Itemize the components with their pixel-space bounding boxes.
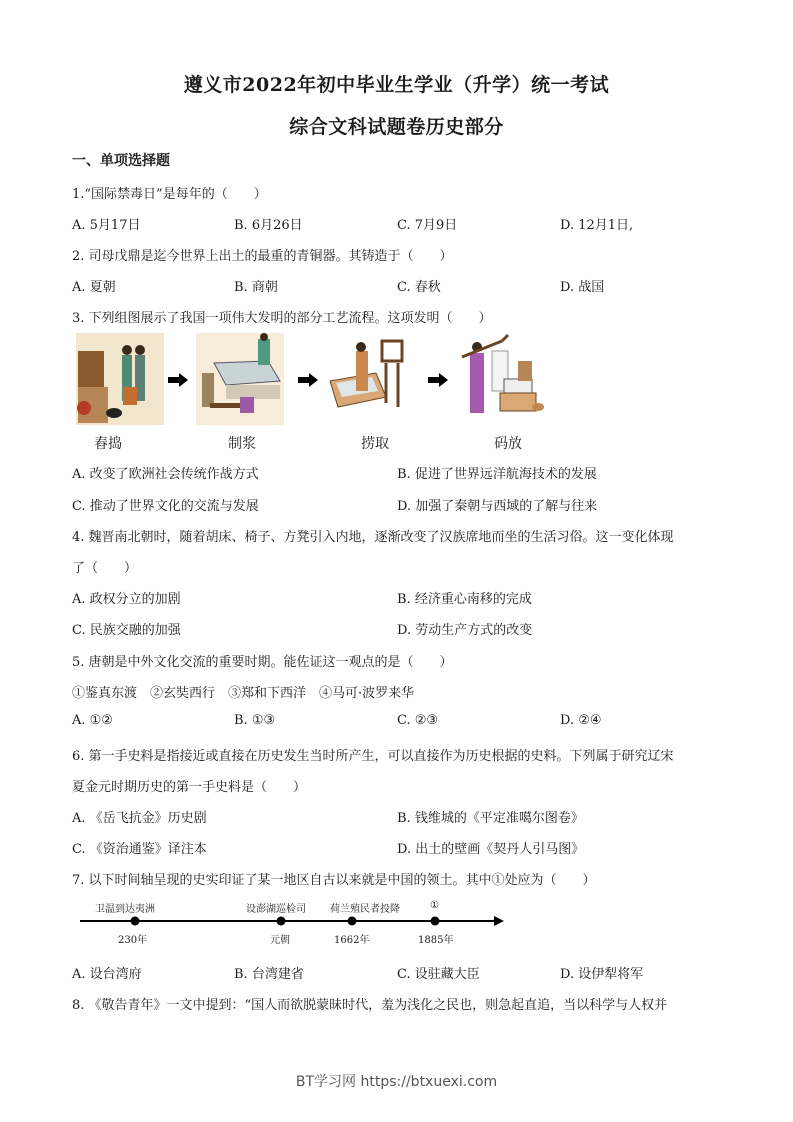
option-b: B. 6月26日 [234, 218, 303, 233]
papermaking-process-figure [72, 333, 572, 453]
question-3-stem: 3. 下列组图展示了我国一项伟大发明的部分工艺流程。这项发明（ ） [72, 311, 492, 326]
option-a: A. 5月17日 [72, 218, 141, 233]
option-c: C. 《资治通鉴》译注本 [72, 842, 207, 857]
option-c: C. 春秋 [397, 280, 441, 295]
option-c: C. 民族交融的加强 [72, 623, 181, 638]
option-b: B. 经济重心南移的完成 [397, 592, 532, 607]
caption-stacking: 码放 [494, 436, 522, 452]
arrow-right-icon [428, 373, 448, 387]
arrow-right-icon [168, 373, 188, 387]
question-1-options [72, 214, 732, 232]
option-d: D. 设伊犁将军 [560, 967, 644, 982]
timeline-event-2: 设澎湖巡检司 [246, 904, 306, 915]
question-6-options [72, 807, 732, 825]
option-c: C. 设驻藏大臣 [397, 967, 480, 982]
option-a: A. ①② [72, 713, 113, 728]
question-7-options [72, 963, 732, 981]
question-2-options [72, 276, 732, 294]
pulp-making-illustration [196, 333, 284, 425]
question-4-stem-cont: 了（ ） [72, 561, 138, 576]
question-6-options-row2 [72, 838, 732, 856]
exam-subtitle: 综合文科试题卷历史部分 [289, 116, 504, 138]
option-b: B. 促进了世界远洋航海技术的发展 [397, 467, 597, 482]
option-b: B. ①③ [234, 713, 276, 728]
option-c: C. ②③ [397, 713, 439, 728]
timeline-date-2: 元朝 [270, 935, 290, 946]
timeline-axis [78, 914, 508, 928]
question-6-stem-cont: 夏金元时期历史的第一手史料是（ ） [72, 780, 307, 795]
timeline-date-4: 1885年 [418, 935, 454, 946]
caption-scooping: 捞取 [361, 436, 389, 452]
option-d: D. 劳动生产方式的改变 [397, 623, 533, 638]
question-2-stem: 2. 司母戊鼎是迄今世界上出土的最重的青铜器。其铸造于（ ） [72, 249, 453, 264]
option-b: B. 钱维城的《平定准噶尔图卷》 [397, 811, 584, 826]
question-3-options-row2 [72, 495, 732, 513]
timeline-event-3: 荷兰殖民者投降 [330, 904, 400, 915]
option-d: D. 战国 [560, 280, 605, 295]
question-5-options [72, 713, 732, 731]
history-timeline [78, 898, 508, 948]
option-d: D. 12月1日, [560, 218, 634, 233]
scooping-illustration [326, 333, 414, 425]
option-b: B. 台湾建省 [234, 967, 304, 982]
question-3-options [72, 463, 732, 481]
stacking-illustration [456, 333, 544, 425]
question-8-stem: 8. 《敬告青年》一文中提到：“国人而欲脱蒙昧时代，羞为浅化之民也，则急起直追，当以科学与人权并 [72, 998, 668, 1013]
option-d: D. ②④ [560, 713, 602, 728]
pounding-illustration [76, 333, 164, 425]
caption-pounding: 舂捣 [94, 436, 122, 452]
question-5-stem: 5. 唐朝是中外文化交流的重要时期。能佐证这一观点的是（ ） [72, 655, 453, 670]
timeline-date-1: 230年 [118, 935, 148, 946]
section-heading: 一、单项选择题 [72, 153, 170, 169]
question-4-stem: 4. 魏晋南北朝时，随着胡床、椅子、方凳引入内地，逐渐改变了汉族席地而坐的生活习俗。这一变化体现 [72, 530, 674, 545]
option-a: A. 《岳飞抗金》历史剧 [72, 811, 207, 826]
question-1-stem: 1.“国际禁毒日”是每年的（ ） [72, 187, 267, 202]
question-6-stem: 6. 第一手史料是指接近或直接在历史发生当时所产生，可以直接作为历史根据的史料。下列属于研究辽宋 [72, 749, 674, 764]
option-a: A. 改变了欧洲社会传统作战方式 [72, 467, 259, 482]
timeline-date-3: 1662年 [334, 935, 370, 946]
watermark-footer: BT学习网 https://btxuexi.com [295, 1074, 498, 1090]
timeline-event-1: 卫温到达夷洲 [95, 904, 155, 915]
question-4-options [72, 588, 732, 606]
question-7-stem: 7. 以下时间轴呈现的史实印证了某一地区自古以来就是中国的领土。其中①处应为（ ） [72, 873, 596, 888]
exam-title: 遵义市2022年初中毕业生学业（升学）统一考试 [183, 74, 610, 96]
arrow-right-icon [298, 373, 318, 387]
option-a: A. 设台湾府 [72, 967, 142, 982]
caption-pulp-making: 制浆 [228, 436, 256, 452]
option-b: B. 商朝 [234, 280, 278, 295]
option-c: C. 推动了世界文化的交流与发展 [72, 499, 259, 514]
question-4-options-row2 [72, 619, 732, 637]
option-d: D. 出土的壁画《契丹人引马图》 [397, 842, 585, 857]
option-a: A. 夏朝 [72, 280, 116, 295]
timeline-event-4: ① [430, 900, 439, 911]
option-c: C. 7月9日 [397, 218, 458, 233]
question-5-items: ①鉴真东渡 ②玄奘西行 ③郑和下西洋 ④马可·波罗来华 [72, 686, 415, 701]
option-d: D. 加强了秦朝与西域的了解与往来 [397, 499, 598, 514]
option-a: A. 政权分立的加剧 [72, 592, 181, 607]
